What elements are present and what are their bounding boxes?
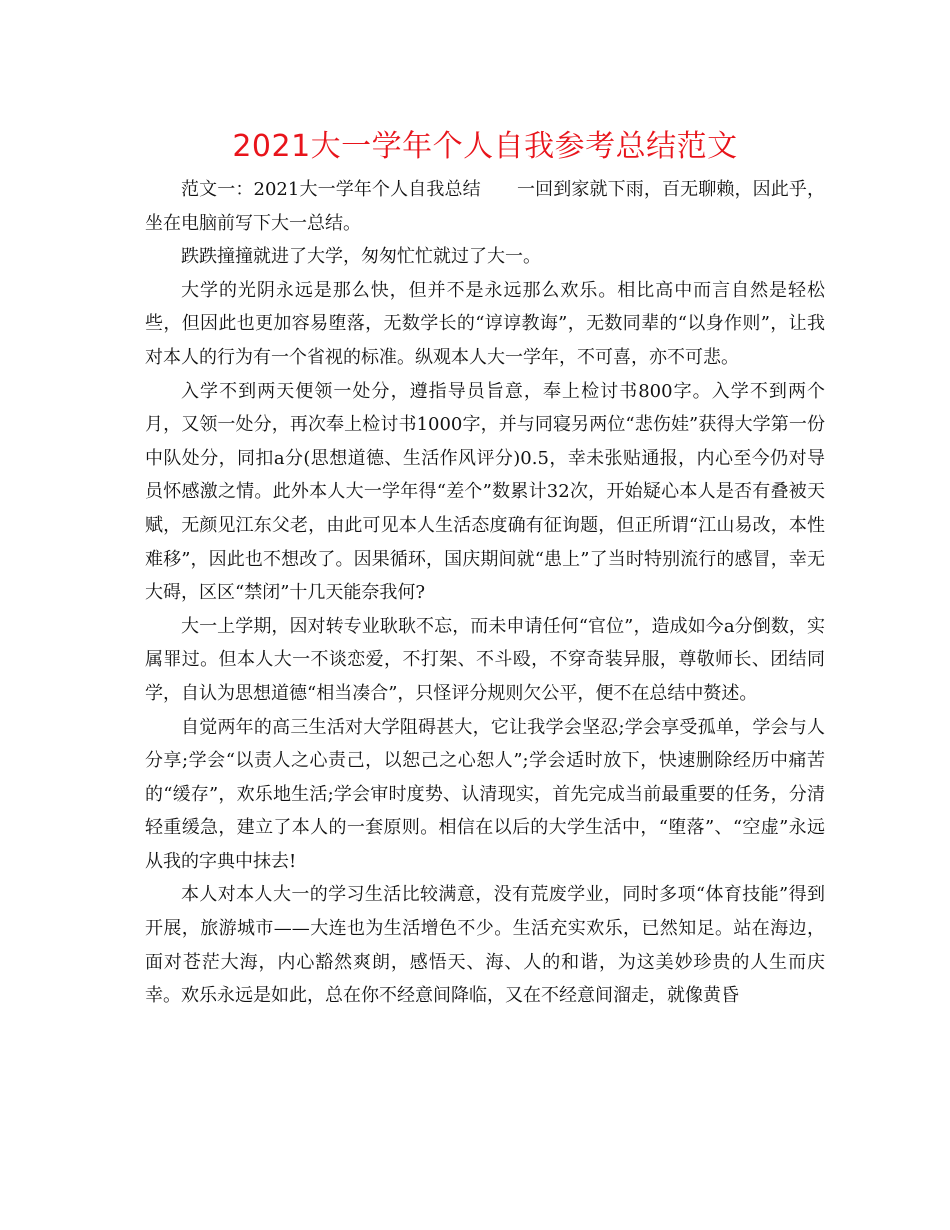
paragraph-2: 跌跌撞撞就进了大学，匆匆忙忙就过了大一。 [181,246,541,268]
paragraph-3: 大学的光阴永远是那么快，但并不是永远那么欢乐。相比高中而言自然是轻松些，但因此也更加容易堕落，无数学长的“谆谆教诲”，无数同辈的“以身作则”，让我对本人的行为有一个省视的标准。纵观本人大一学年，不可喜，亦不可悲。 [145,279,825,368]
paragraph-1: 范文一：2021大一学年个人自我总结 一回到家就下雨，百无聊赖，因此乎，坐在电脑前写下大一总结。 [145,179,825,234]
paragraph-5: 大一上学期，因对转专业耿耿不忘，而未申请任何“官位”，造成如今a分倒数，实属罪过。但本人大一不谈恋爱，不打架、不斗殴，不穿奇装异服，尊敬师长、团结同学，自认为思想道德“相当凑合”，只怪评分规则欠公平，便不在总结中赘述。 [145,615,825,704]
paragraph-4: 入学不到两天便领一处分，遵指导员旨意，奉上检讨书800字。入学不到两个月，又领一处分，再次奉上检讨书1000字，并与同寝另两位“悲伤娃”获得大学第一份中队处分，同扣a分(思想道德、生活作风评分)0.5，幸未张贴通报，内心至今仍对导员怀感激之情。此外本人大一学年得“差个”数累计32次，开始疑心本人是否有叠被天赋，无颜见江东父老，由此可见本人生活态度确有征询题，但正所谓“江山易改，本性难移”，因此也不想改了。因果循环，国庆期间就“患上”了当时特别流行的感冒，幸无大碍，区区“禁闭”十几天能奈我何? [145,380,825,604]
document-title: 2021大一学年个人自我参考总结范文 [232,129,738,164]
paragraph-6: 自觉两年的高三生活对大学阻碍甚大，它让我学会坚忍;学会享受孤单，学会与人分享;学会“以责人之心责己，以恕己之心恕人”;学会适时放下，快速删除经历中痛苦的“缓存”，欢乐地生活;学会审时度势、认清现实，首先完成当前最重要的任务，分清轻重缓急，建立了本人的一套原则。相信在以后的大学生活中，“堕落”、“空虚”永远从我的字典中抹去! [145,716,825,872]
paragraph-7: 本人对本人大一的学习生活比较满意，没有荒废学业，同时多项“体育技能”得到开展，旅游城市——大连也为生活增色不少。生活充实欢乐，已然知足。站在海边，面对苍茫大海，内心豁然爽朗，感悟天、海、人的和谐，为这美妙珍贵的人生而庆幸。欢乐永远是如此，总在你不经意间降临，又在不经意间溜走，就像黄昏 [145,884,825,1007]
document-page [145,125,825,1013]
